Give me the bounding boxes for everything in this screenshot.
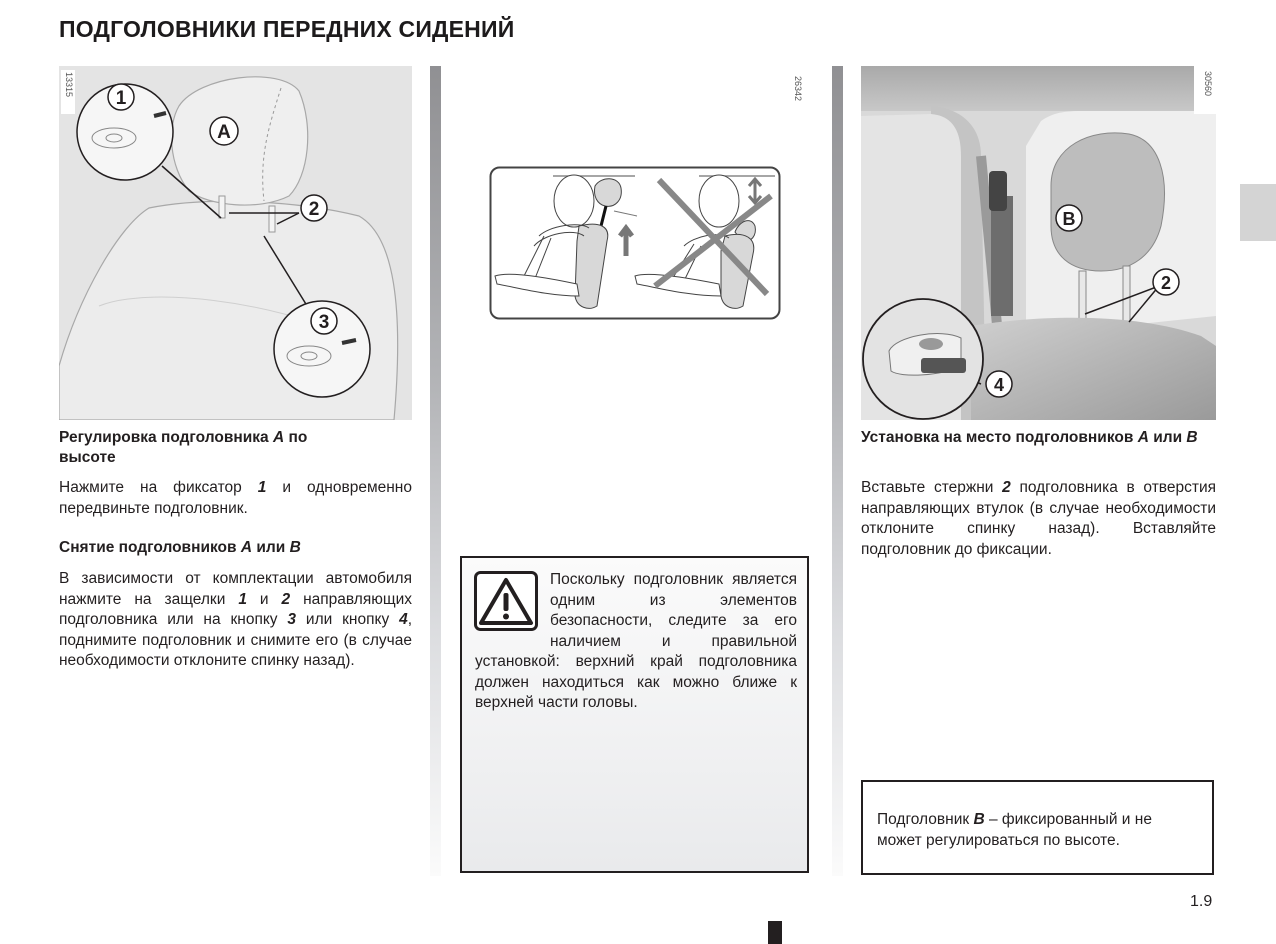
section-tab-marker (1240, 184, 1276, 241)
paragraph-installation: Вставьте стержни 2 подголовника в отверстия направляющих втулок (в случае необходимости отклоните спинку назад). Вставляйте подголовник до фиксации. (861, 479, 1216, 558)
section-heading-height-adjust: Регулировка подголовника A по высоте (59, 429, 308, 466)
paragraph-removal: В зависимости от комплектации автомобиля нажмите на защелки 1 и 2 направляющих подголовника или на кнопку 3 или кнопку 4, поднимите подголовник и снимите его (в случае необходимости отклоните спинку назад). (59, 570, 413, 669)
callout-4-label: 4 (993, 375, 1005, 395)
headrest-a-illustration (59, 66, 412, 420)
paragraph-height-adjust: Нажмите на фиксатор 1 и одновременно передвиньте подголовник. (59, 479, 412, 517)
column-divider (832, 66, 843, 876)
warning-text: Поскольку подголовник является одним из элементов безопасности, следите за его наличием и правильной установкой: верхний край подголовника должен находиться как можно ближе к верхней части головы. (475, 571, 797, 711)
page-title: ПОДГОЛОВНИКИ ПЕРЕДНИХ СИДЕНИЙ (59, 16, 515, 42)
page-edge-marker (768, 921, 782, 944)
callout-2-label: 2 (1160, 273, 1172, 293)
page-number: 1.9 (1190, 893, 1213, 910)
callout-a-label: A (217, 122, 231, 143)
callout-1-label: 1 (115, 88, 127, 109)
column-divider (430, 66, 441, 876)
safety-warning-box (460, 556, 809, 873)
callout-3-label: 3 (318, 312, 330, 333)
headrest-b-photo (861, 66, 1216, 420)
note-text: Подголовник B – фиксированный и не может регулироваться по высоте. (877, 811, 1152, 849)
headrest-position-diagram (489, 166, 781, 320)
headrest-b-drawing (861, 66, 1216, 420)
headrest-b-note-box (861, 780, 1214, 875)
callout-2-label: 2 (308, 199, 320, 220)
section-heading-removal: Снятие подголовников A или B (59, 539, 301, 556)
figure-ref-code: 26342 (793, 76, 803, 102)
callout-b-label: B (1062, 209, 1076, 229)
headrest-a-drawing (59, 66, 412, 420)
section-heading-installation: Установка на место подголовников A или B (861, 429, 1198, 446)
figure-ref-code: 30560 (1203, 71, 1213, 97)
figure-ref-code: 13315 (64, 72, 74, 98)
headrest-position-drawing (489, 166, 781, 320)
